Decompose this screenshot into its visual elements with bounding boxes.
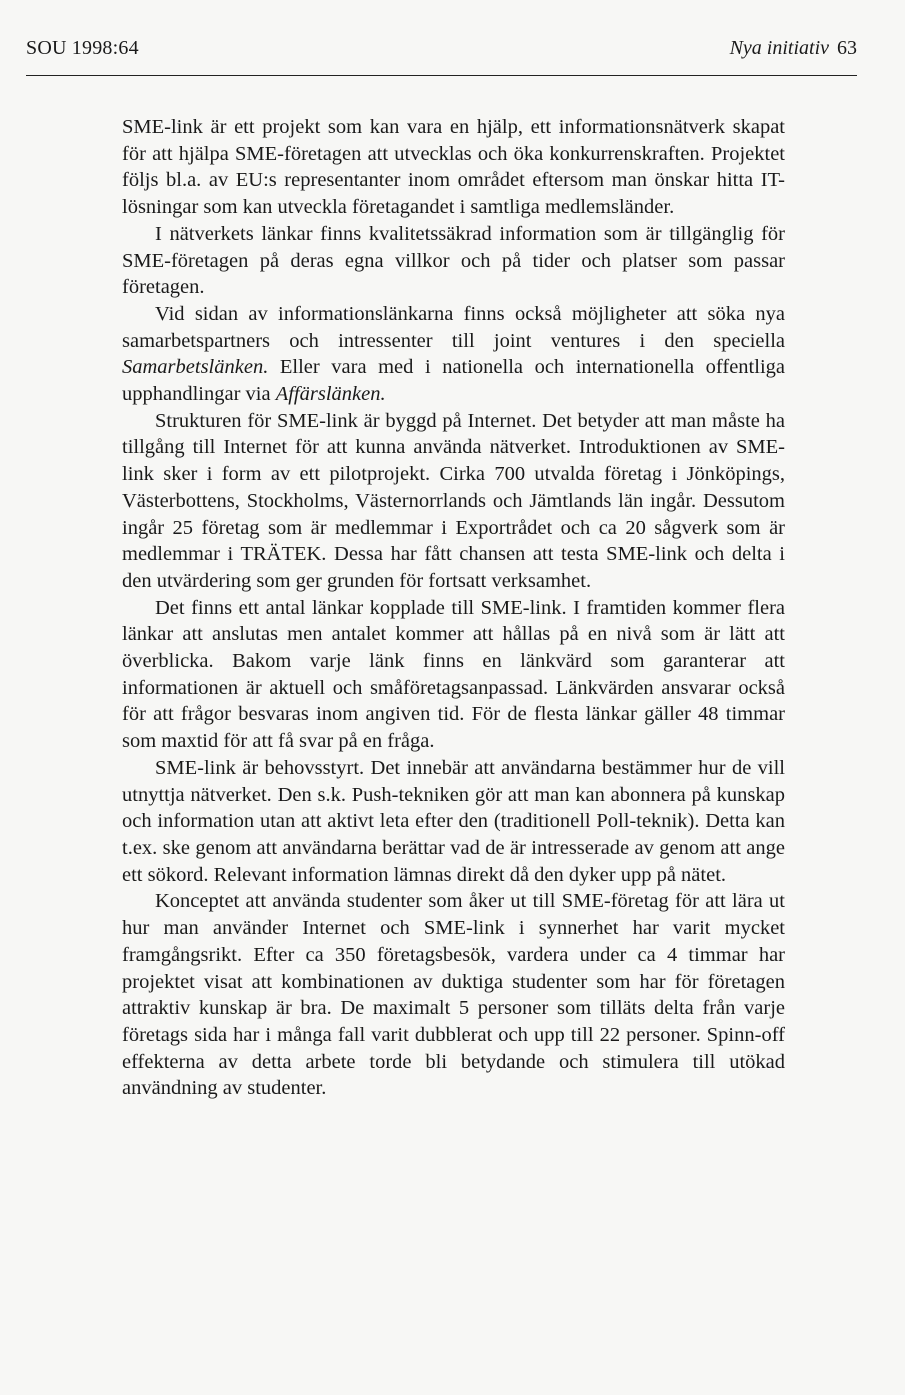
- paragraph-3-text-2: Eller vara med i nationella och internationella offentliga upphandlingar via: [122, 356, 785, 406]
- report-series: SOU 1998:64: [26, 36, 139, 59]
- samarbetslanken-term: Samarbetslänken.: [122, 356, 269, 379]
- body-text: [122, 114, 785, 1102]
- section-title: Nya initiativ: [729, 36, 829, 59]
- paragraph-2: I nätverkets länkar finns kvalitetssäkrad information som är tillgänglig för SME-företagen på deras egna villkor och på tider och platser som passar företagen.: [122, 222, 785, 299]
- paragraph-3: [122, 301, 785, 408]
- header-right: [730, 37, 857, 60]
- paragraph-3-text-1: Vid sidan av informationslänkarna finns också möjligheter att söka nya samarbetspartners och intressenter till joint ventures i den speciella: [122, 302, 785, 352]
- affarslanken-term: Affärslänken.: [275, 383, 386, 406]
- paragraph-7: Konceptet att använda studenter som åker ut till SME-företag för att lära ut hur man använder Internet och SME-link i synnerhet har varit mycket framgångsrikt. Efter ca 350 företagsbesök, vardera under ca 4 timmar har projektet visat att kombinationen av duktiga studenter som har för företagen attraktiv kunskap är bra. De maximalt 5 personer som tilläts delta från varje företags sida har i många fall varit dubblerat och upp till 22 personer. Spinn-off effekterna av detta arbete torde bli betydande och stimulera till utökad användning av studenter.: [122, 890, 785, 1100]
- header-rule: [26, 75, 857, 76]
- paragraph-6: SME-link är behovsstyrt. Det innebär att användarna bestämmer hur de vill utnyttja nätverket. Den s.k. Push-tekniken gör att man kan abonnera på kunskap och information utan att aktivt leta efter den (traditionell Poll-teknik). Detta kan t.ex. ske genom att användarna berättar vad de är intresserade av genom att ange ett sökord. Relevant information lämnas direkt då den dyker upp på nätet.: [122, 756, 785, 886]
- page-number: 63: [837, 36, 857, 59]
- paragraph-5: Det finns ett antal länkar kopplade till SME-link. I framtiden kommer flera länkar att anslutas men antalet kommer att hållas på en nivå som är lätt att överblicka. Bakom varje länk finns en länkvärd som garanterar att informationen är aktuell och småföretagsanpassad. Länkvärden ansvarar också för att frågor besvaras inom angiven tid. För de flesta länkar gäller 48 timmar som maxtid för att få svar på en fråga.: [122, 596, 785, 753]
- running-header: [26, 30, 857, 66]
- paragraph-4: Strukturen för SME-link är byggd på Internet. Det betyder att man måste ha tillgång till Internet för att kunna använda nätverket. Introduktionen av SME-link sker i form av ett pilotprojekt. Cirka 700 utvalda företag i Jönköpings, Västerbottens, Stockholms, Västernorrlands och Jämtlands län ingår. Dessutom ingår 25 företag som är medlemmar i Exportrådet och ca 20 sågverk som är medlemmar i TRÄTEK. Dessa har fått chansen att testa SME-link och delta i den utvärdering som ger grunden för fortsatt verksamhet.: [122, 409, 785, 592]
- paragraph-1: SME-link är ett projekt som kan vara en hjälp, ett informationsnätverk skapat för att hjälpa SME-företagen att utvecklas och öka konkurrenskraften. Projektet följs bl.a. av EU:s representanter inom området eftersom man önskar hitta IT-lösningar som kan utveckla företagandet i samtliga medlemsländer.: [122, 116, 785, 219]
